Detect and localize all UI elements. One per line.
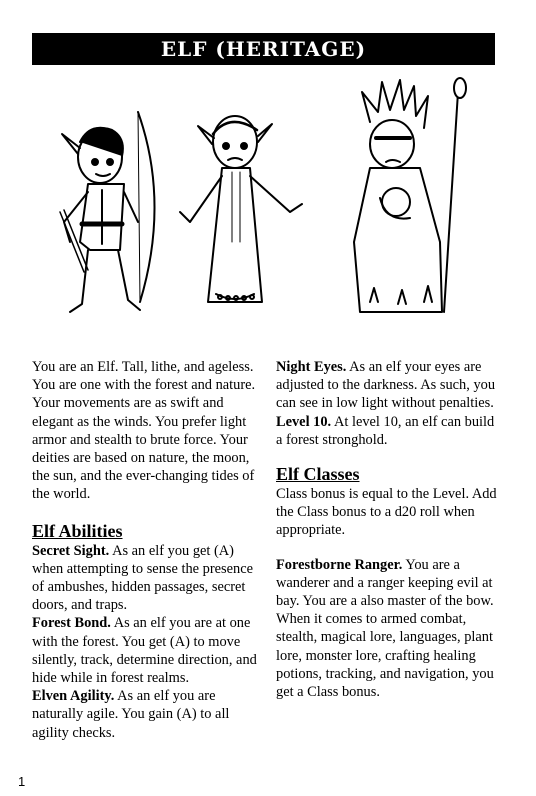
page-number: 1 [18,774,26,789]
title-banner [32,33,495,65]
class-forestborne-ranger: Forestborne Ranger. You are a wanderer and a ranger keeping evil at bay. You are a also master of the bow. When it comes to armed combat, stealth, magical lore, languages, plant lore, monster lore, crafting healing potions, tracking, and navigation, you get a Class bonus. [276,556,494,701]
elf-archer-figure [60,112,155,312]
intro-paragraph: You are an Elf. Tall, lithe, and ageless. You are one with the forest and nature. Your movements are as swift and elegant as the winds. You prefer light armor and stealth to brute force. Your deities are based on nature, the moon, the sun, and the ever-changing tides of the world. [32,359,256,503]
elf-queen-figure [354,78,466,312]
ability-secret-sight: Secret Sight. As an elf you get (A) when attempting to sense the presence of ambushes, hidden passages, secret doors, and traps. [32,542,253,614]
ability-forest-bond: Forest Bond. As an elf you are at one with the forest. You get (A) to move silently, track, determine direction, and hide while in forest realms. [32,615,257,687]
elf-mage-figure [180,116,302,302]
right-column [276,358,504,701]
classes-heading: Elf Classes [276,464,360,485]
abilities-heading: Elf Abilities [32,520,123,541]
elf-illustrations [40,72,500,322]
classes-intro: Class bonus is equal to the Level. Add the Class bonus to a d20 roll when appropriate. [276,486,497,539]
ability-night-eyes: Night Eyes. As an elf your eyes are adjusted to the darkness. As such, you can see in low light without penalties. [276,359,496,412]
ability-level-10: Level 10. At level 10, an elf can build a forest stronghold. [276,413,495,448]
ability-elven-agility: Elven Agility. As an elf you are naturally agile. You gain (A) to all agility checks. [32,688,230,741]
page-title: ELF (HERITAGE) [160,37,367,61]
left-column [32,358,260,742]
